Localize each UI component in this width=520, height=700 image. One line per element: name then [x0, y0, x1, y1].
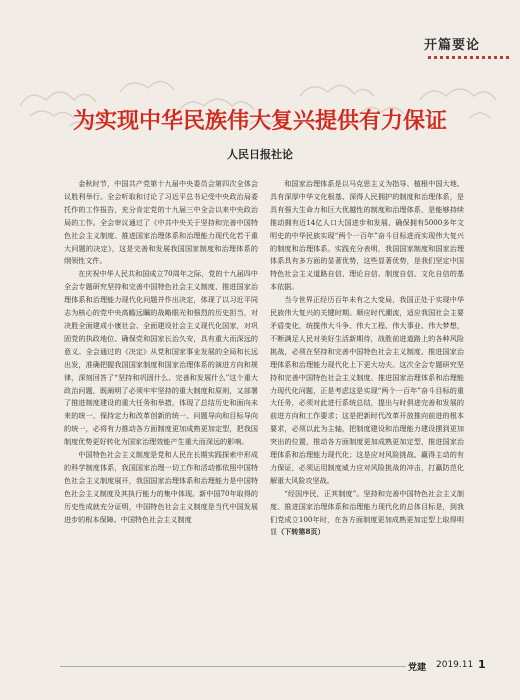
paragraph: 当今世界正经历百年未有之大变局，我国正处于实现中华民族伟大复兴的关键时期。顺应时代潮流，适应我国社会主要矛盾变化，统揽伟大斗争、伟大工程、伟大事业、伟大梦想，不断满足人民对美好生活新期待，战胜前进道路上的各种风险挑战，必须在坚持和完善中国特色社会主义制度、推进国家治理体系和治理能力现代化上下更大功夫。这次全会专题研究坚持和完善中国特色社会主义制度、推进国家治理体系和治理能力现代化问题，正是考虑这是实现“两个一百年”奋斗目标的重大任务，必须对此进行系统总结，提出与时俱进完善和发展的前进方向和工作要求；这是把新时代改革开放推向前进的根本要求，必须以此为主轴，把制度建设和治理能力建设摆到更加突出的位置，推动各方面制度更加成熟更加定型，推进国家治理体系和治理能力现代化；这是应对风险挑战、赢得主动的有力保证，必须运用制度威力应对风险挑战的冲击，打赢防范化解重大风险攻坚战。 [270, 295, 464, 485]
paragraph: 中国特色社会主义制度是党和人民在长期实践探索中形成的科学制度体系，我国国家治理一切工作和活动都依照中国特色社会主义制度展开，我国国家治理体系和治理能力是中国特色社会主义制度及其执行能力的集中体现。新中国70年取得的历史性成就充分证明，中国特色社会主义制度是当代中国发展进步的根本保障。中国特色社会主义制度 [64, 450, 258, 524]
paragraph: 金秋时节，中国共产党第十九届中央委员会第四次全体会议胜利举行。全会听取和讨论了习近平总书记受中央政治局委托作的工作报告，充分肯定党的十九届三中全会以来中央政治局的工作。全会审议通过了《中共中央关于坚持和完善中国特色社会主义制度、推进国家治理体系和治理能力现代化若干重大问题的决定》，这是完善和发展我国国家制度和治理体系的纲领性文件。 [64, 179, 258, 266]
paragraph [270, 488, 464, 540]
article-column-right [270, 178, 464, 643]
paragraph-text: “经国序民，正其制度”。坚持和完善中国特色社会主义制度、推进国家治理体系和治理能力现代化的总体目标是，到我们党成立100年时，在各方面制度更加成熟更加定型上取得明显 [270, 488, 464, 537]
article-title: 为实现中华民族伟大复兴提供有力保证 [72, 109, 447, 134]
section-divider [428, 56, 510, 59]
page-number: 1 [478, 658, 486, 671]
page-footer [0, 660, 520, 684]
issue-number: 2019.11 [436, 660, 474, 670]
paragraph: 在庆祝中华人民共和国成立70周年之际，党的十九届四中全会专题研究坚持和完善中国特色社会主义制度、推进国家治理体系和治理能力现代化问题并作出决定，体现了以习近平同志为核心的党中央高瞻远瞩的战略眼光和强烈的历史担当，对决胜全面建成小康社会、全面建设社会主义现代化国家，对巩固党的执政地位、确保党和国家长治久安，具有重大而深远的意义。全会通过的《决定》从党和国家事业发展的全局和长远出发，准确把握我国国家制度和国家治理体系的演进方向和规律，深刻回答了“坚持和巩固什么、完善和发展什么”这个重大政治问题，既阐明了必须牢牢坚持的重大制度和原则，又部署了推进制度建设的重大任务和举措，体现了总结历史和面向未来的统一、保持定力和改革创新的统一、问题导向和目标导向的统一，必将有力推动各方面制度更加成熟更加定型，把我国制度优势更好转化为国家治理效能产生重大而深远的影响。 [64, 269, 258, 447]
article-byline: 人民日报社论 [227, 148, 293, 161]
journal-name: 党建 [408, 663, 427, 673]
footer-rule [60, 666, 406, 667]
article-body [64, 178, 464, 643]
paragraph: 和国家治理体系是以马克思主义为指导、植根中国大地、具有深厚中华文化根基、深得人民拥护的制度和治理体系，是具有强大生命力和巨大优越性的制度和治理体系，是能够持续推动拥有近14亿人口大国进步和发展、确保拥有5000多年文明史的中华民族实现“两个一百年”奋斗目标进而实现伟大复兴的制度和治理体系。实践充分表明，我国国家制度和国家治理体系具有多方面的显著优势，这些显著优势，是我们坚定中国特色社会主义道路自信、理论自信、制度自信、文化自信的基本依据。 [270, 179, 464, 292]
continued-note: （下转第8页） [277, 527, 325, 537]
section-label: 开篇要论 [424, 38, 481, 53]
article-column-left [64, 178, 258, 643]
